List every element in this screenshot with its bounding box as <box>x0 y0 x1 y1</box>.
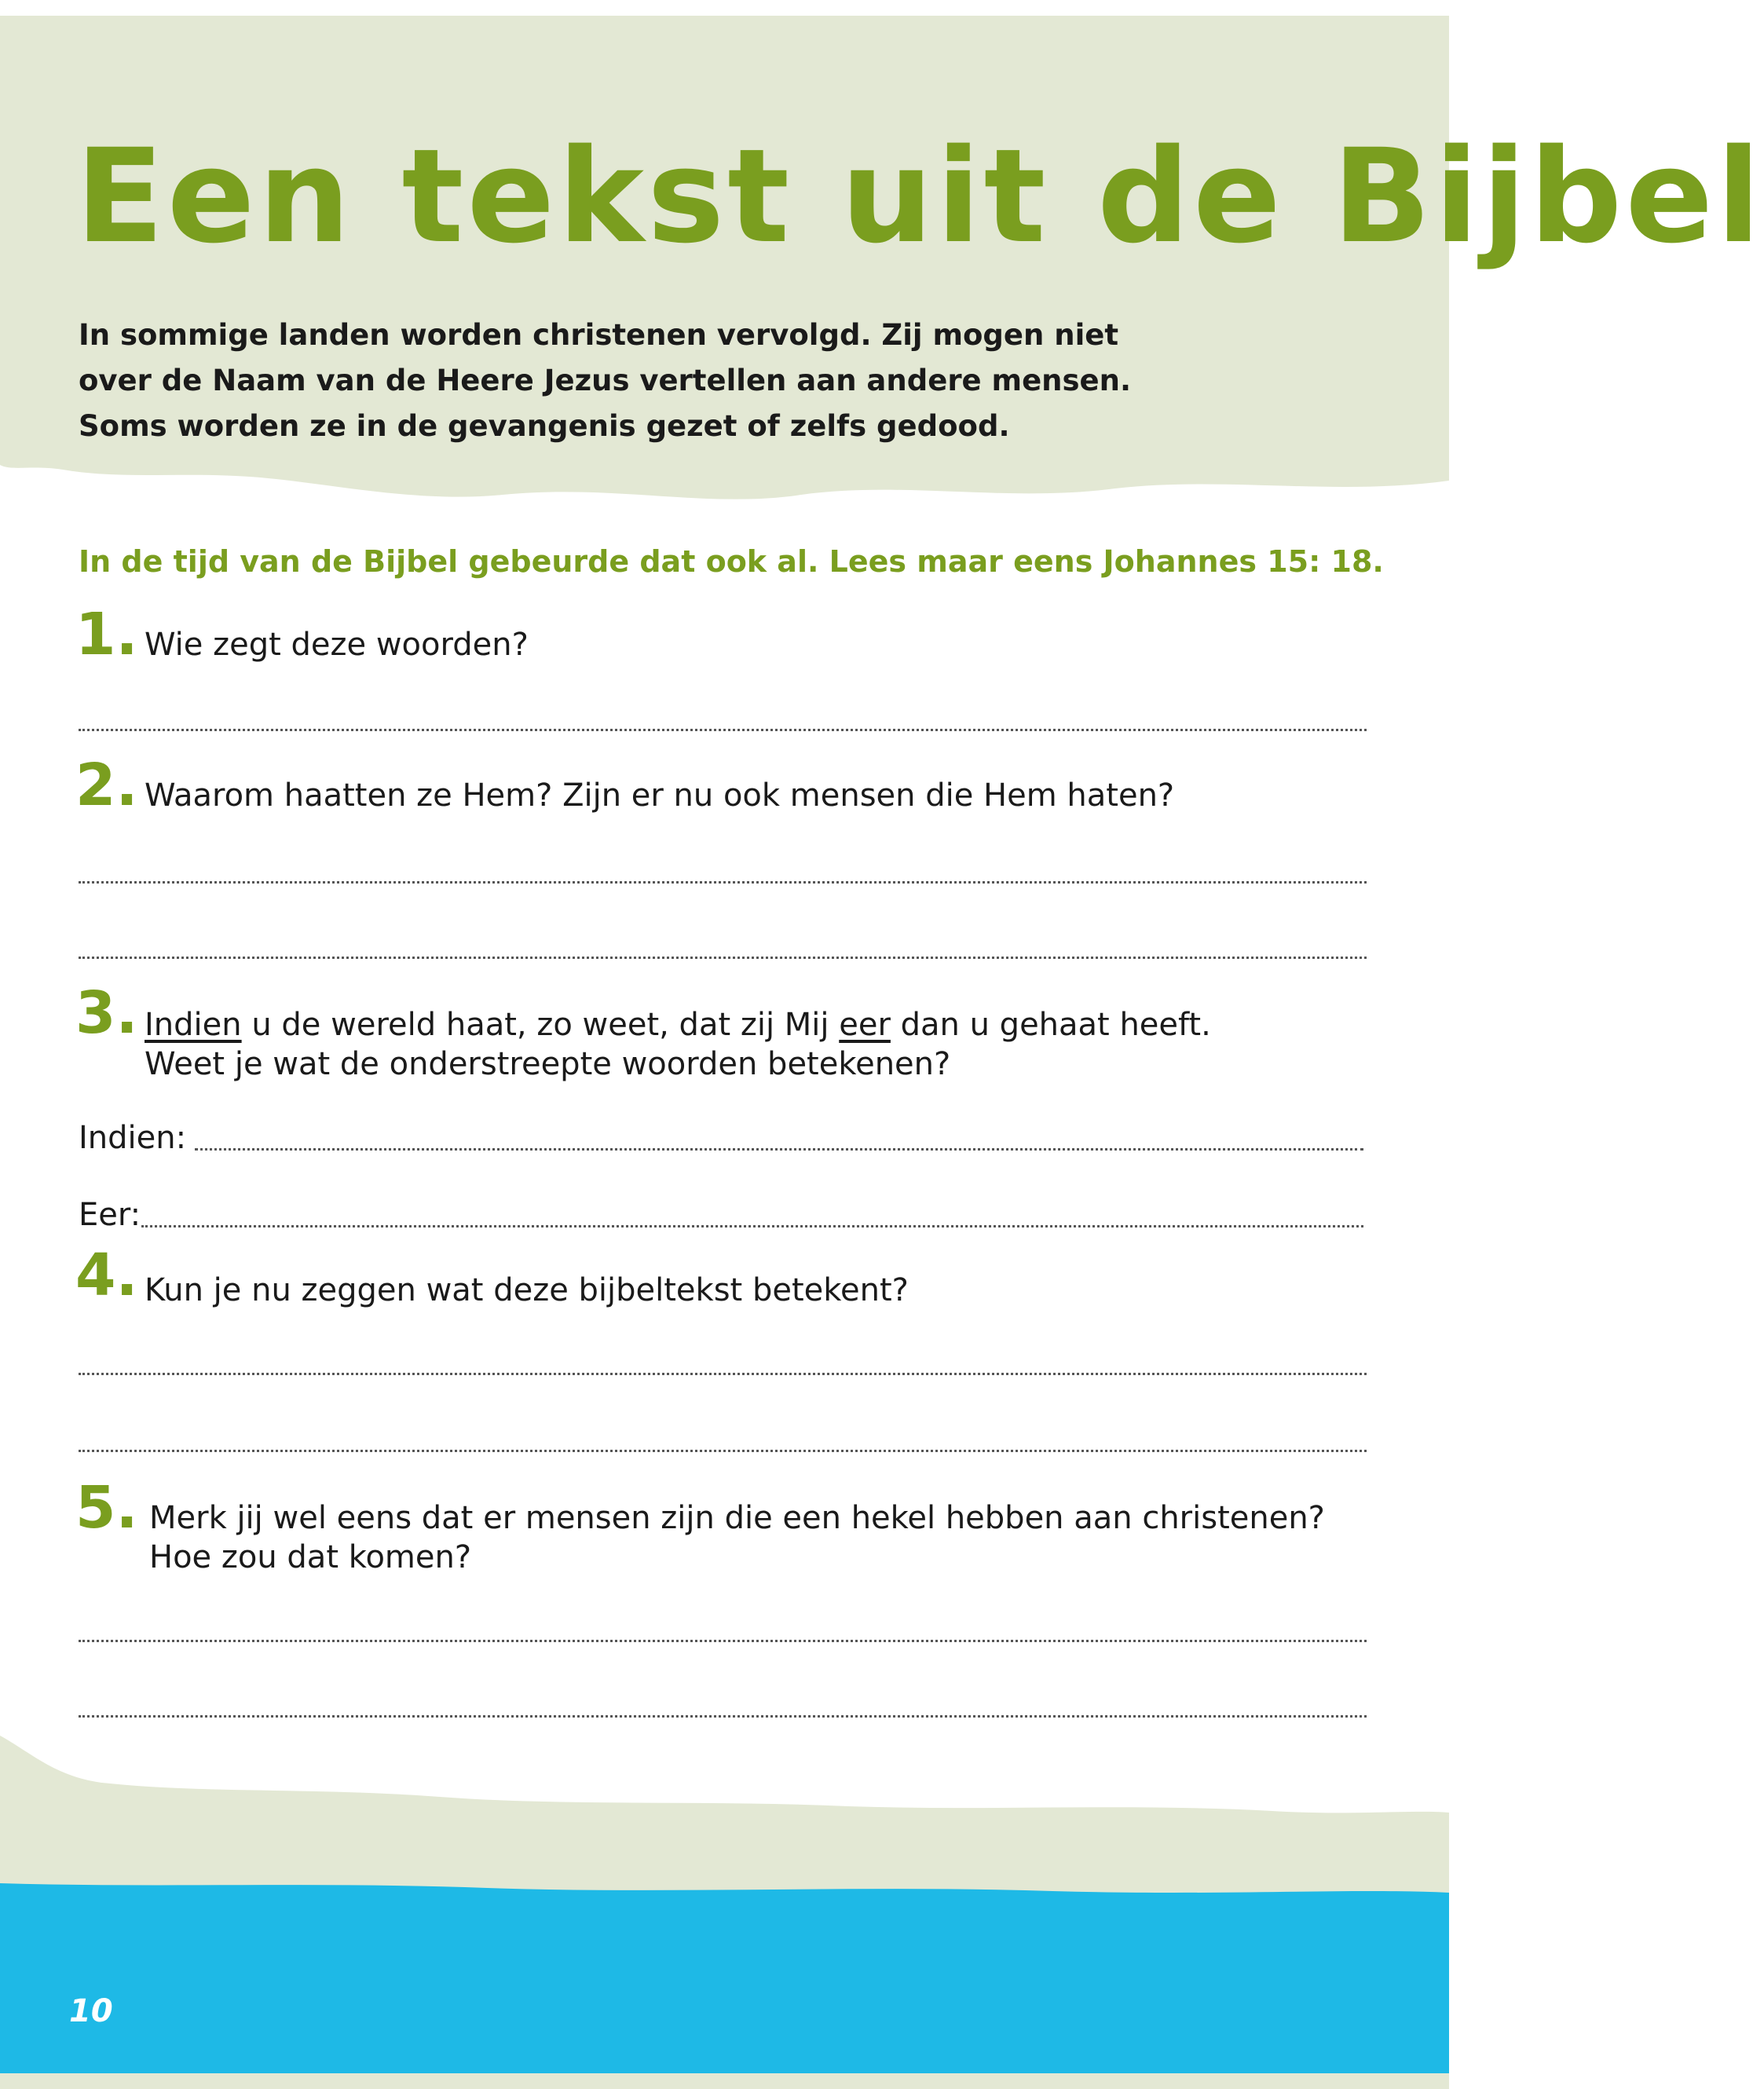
answer-line[interactable] <box>79 1450 1367 1452</box>
question-4-text: Kun je nu zeggen wat deze bijbeltekst betekent? <box>145 1272 909 1308</box>
underlined-word-indien: Indien <box>145 1007 242 1043</box>
question-2-text: Waarom haatten ze Hem? Zijn er nu ook mensen die Hem haten? <box>145 777 1175 814</box>
question-5-number: 5. <box>75 1474 138 1542</box>
page-title: Een tekst uit de Bijbel <box>75 121 1764 272</box>
question-3-line-2: Weet je wat de onderstreepte woorden betekenen? <box>145 1046 951 1082</box>
question-1-number: 1. <box>75 601 138 668</box>
answer-line-eer[interactable] <box>141 1225 1363 1227</box>
intro-line: over de Naam van de Heere Jezus vertellen aan andere mensen. <box>79 364 1132 397</box>
intro-line: In sommige landen worden christenen vervolgd. Zij mogen niet <box>79 318 1119 352</box>
instruction-subheading: In de tijd van de Bijbel gebeurde dat ook al. Lees maar eens Johannes 15: 18. <box>79 544 1384 579</box>
question-5-text <box>149 1498 1325 1577</box>
question-3-text <box>145 1005 1211 1084</box>
intro-text <box>79 313 1178 449</box>
question-5-line-2: Hoe zou dat komen? <box>149 1539 472 1575</box>
intro-line: Soms worden ze in de gevangenis gezet of zelfs gedood. <box>79 409 1010 443</box>
answer-line[interactable] <box>79 1640 1367 1642</box>
answer-line[interactable] <box>79 1373 1367 1375</box>
field-label-indien: Indien: <box>79 1120 187 1156</box>
question-5-line-1: Merk jij wel eens dat er mensen zijn die een hekel hebben aan christenen? <box>149 1500 1325 1536</box>
answer-line[interactable] <box>79 1715 1367 1718</box>
question-1-text: Wie zegt deze woorden? <box>145 627 529 663</box>
answer-line-indien[interactable] <box>195 1148 1363 1151</box>
verse-text-part: u de wereld haat, zo weet, dat zij Mij <box>241 1007 840 1043</box>
answer-line[interactable] <box>79 729 1367 731</box>
footer-band-blue <box>0 1883 1449 2073</box>
question-4-number: 4. <box>75 1242 138 1309</box>
underlined-word-eer: eer <box>839 1007 891 1043</box>
page-number: 10 <box>69 1993 113 2029</box>
question-3-number: 3. <box>75 979 138 1047</box>
field-label-eer: Eer: <box>79 1197 141 1233</box>
answer-line[interactable] <box>79 957 1367 959</box>
answer-line[interactable] <box>79 881 1367 884</box>
question-2-number: 2. <box>75 752 138 819</box>
verse-text-part: dan u gehaat heeft. <box>890 1007 1211 1043</box>
verse-line <box>145 1005 1211 1044</box>
